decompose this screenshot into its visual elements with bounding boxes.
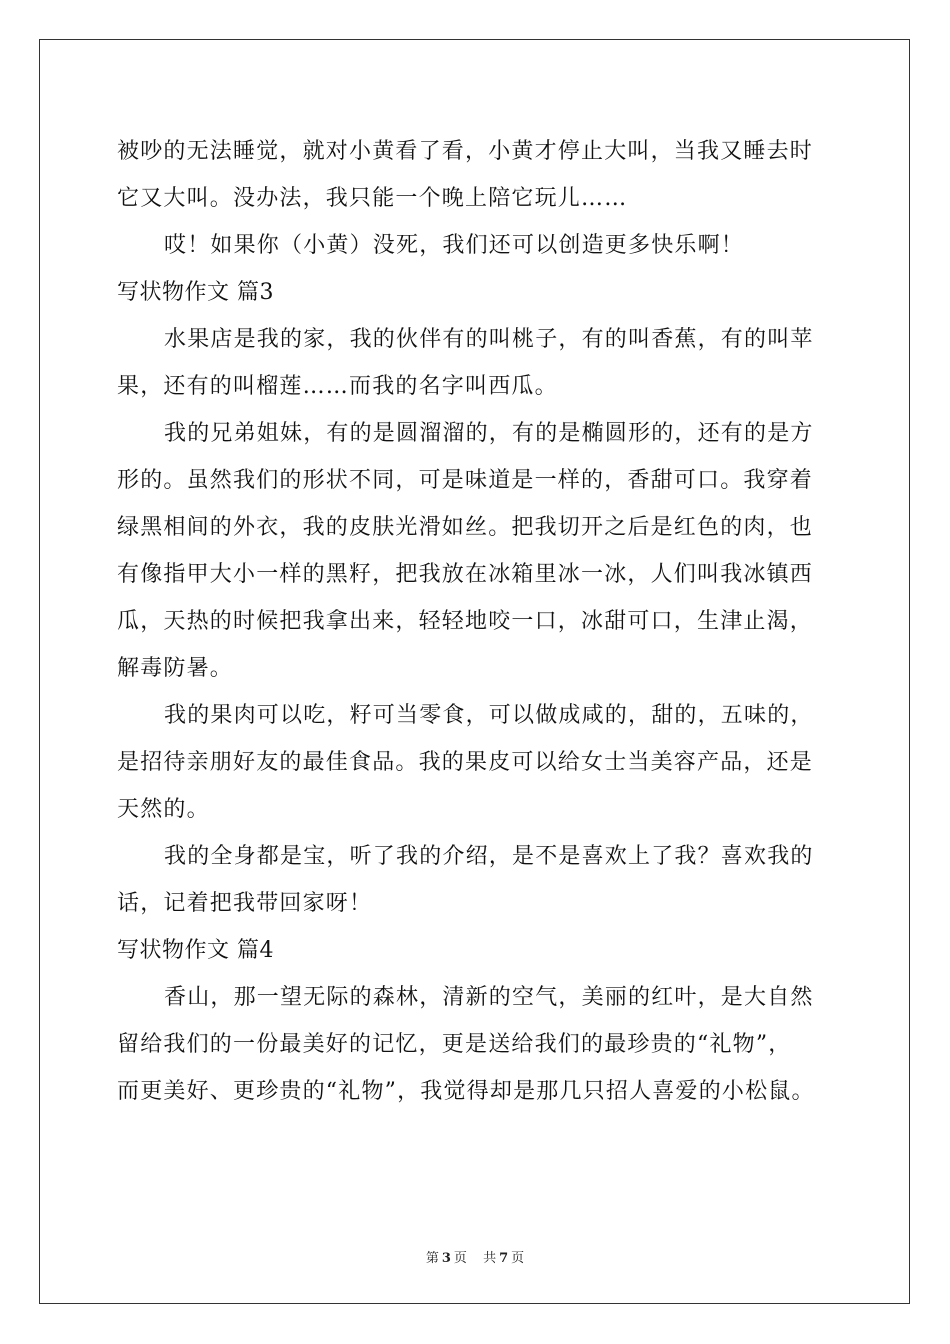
document-body <box>117 128 852 1115</box>
text-line: 是招待亲朋好友的最佳食品。我的果皮可以给女士当美容产品，还是 <box>117 750 814 775</box>
total-suffix: 页 <box>511 1251 525 1266</box>
current-page: 3 <box>441 1251 451 1266</box>
page-footer <box>0 1247 950 1266</box>
total-pages: 7 <box>499 1251 509 1266</box>
text-line: 被吵的无法睡觉，就对小黄看了看，小黄才停止大叫，当我又睡去时 <box>117 139 814 164</box>
text-line: 有像指甲大小一样的黑籽，把我放在冰箱里冰一冰，人们叫我冰镇西 <box>117 562 814 587</box>
page-total <box>480 1251 527 1266</box>
section-heading: 写状物作文 篇3 <box>117 280 274 305</box>
text-line: 天然的。 <box>117 797 210 822</box>
text-line: 话，记着把我带回家呀！ <box>117 891 373 916</box>
text-line: 果，还有的叫榴莲……而我的名字叫西瓜。 <box>117 374 558 399</box>
text-line: 我的兄弟姐妹，有的是圆溜溜的，有的是椭圆形的，还有的是方 <box>164 421 814 446</box>
page-number <box>423 1251 470 1266</box>
text-line: 而更美好、更珍贵的“礼物”，我觉得却是那几只招人喜爱的小松鼠。 <box>117 1079 815 1104</box>
text-line: 瓜，天热的时候把我拿出来，轻轻地咬一口，冰甜可口，生津止渴， <box>117 609 814 634</box>
page-suffix: 页 <box>453 1251 467 1266</box>
total-prefix: 共 <box>483 1251 497 1266</box>
text-line: 香山，那一望无际的森林，清新的空气，美丽的红叶，是大自然 <box>164 985 814 1010</box>
page-prefix: 第 <box>425 1251 439 1266</box>
text-line: 哎！如果你（小黄）没死，我们还可以创造更多快乐啊！ <box>164 233 745 258</box>
text-line: 留给我们的一份最美好的记忆，更是送给我们的最珍贵的“礼物”， <box>117 1032 792 1057</box>
text-line: 解毒防暑。 <box>117 656 234 681</box>
section-heading: 写状物作文 篇4 <box>117 938 274 963</box>
text-line: 绿黑相间的外衣，我的皮肤光滑如丝。把我切开之后是红色的肉，也 <box>117 515 814 540</box>
text-line: 形的。虽然我们的形状不同，可是味道是一样的，香甜可口。我穿着 <box>117 468 814 493</box>
text-line: 我的全身都是宝，听了我的介绍，是不是喜欢上了我？喜欢我的 <box>164 844 814 869</box>
text-line: 水果店是我的家，我的伙伴有的叫桃子，有的叫香蕉，有的叫苹 <box>164 327 814 352</box>
text-line: 它又大叫。没办法，我只能一个晚上陪它玩儿…… <box>117 186 628 211</box>
text-line: 我的果肉可以吃，籽可当零食，可以做成咸的，甜的，五味的， <box>164 703 814 728</box>
